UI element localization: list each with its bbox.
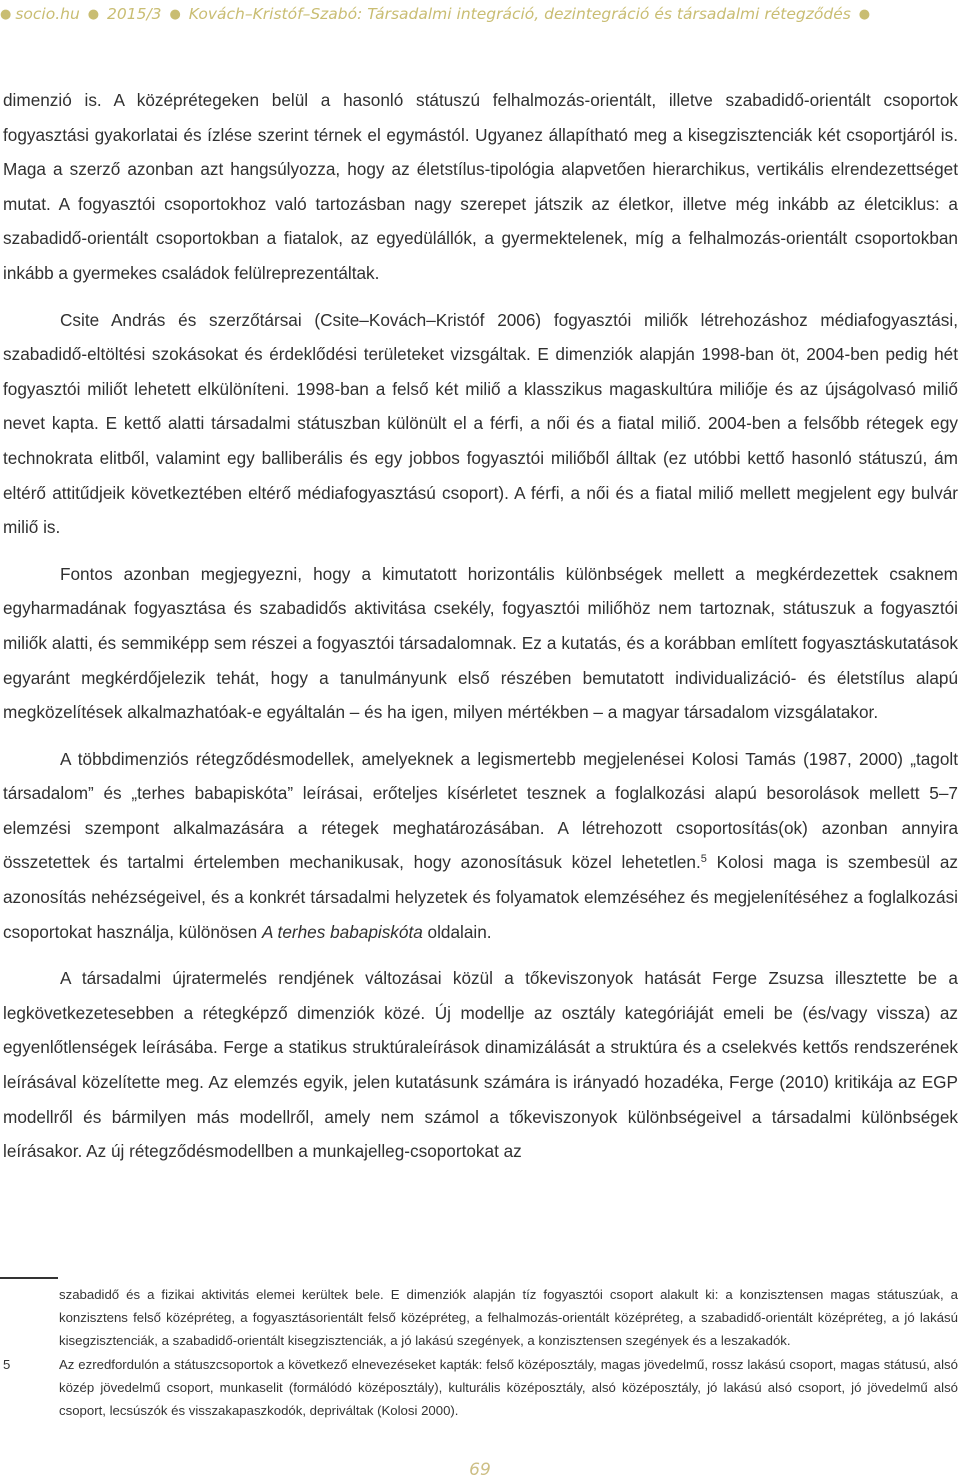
bullet-icon: ● bbox=[169, 7, 181, 22]
bullet-icon: ● bbox=[858, 7, 871, 22]
footnote-5 bbox=[3, 1353, 958, 1423]
page-number: 69 bbox=[469, 1460, 491, 1480]
header-article-title: Kovách–Kristóf–Szabó: Társadalmi integráció, dezintegráció és társadalmi rétegződés bbox=[188, 5, 851, 23]
paragraph-5: A társadalmi újratermelés rendjének változásai közül a tőkeviszonyok hatását Ferge Zsuzsa illesztette be a legkövetkezetesebben a rétegképző dimenziók közé. Új modellje az osztály kategóriáját emeli be (és/vagy vissza) az egyenlőtlenségek leírásába. Ferge a statikus struktúraleírások dinamizálását a struktúra és a cselekvés kettős rendszerének leírásával közelítette meg. Az elemzés egyik, jelen kutatásunk számára is irányadó hozadéka, Ferge (2010) kritikája az EGP modellről és bármilyen más modellről, amely nem számol a tőkeviszonyok különbségeivel a társadalmi különbségek leírásakor. Az új rétegződésmodellben a munkajelleg-csoportokat az bbox=[3, 968, 958, 1162]
footnote-5-text: Az ezredfordulón a státuszcsoportok a következő elnevezéseket kapták: felső középosztály, magas jövedelmű, rossz lakású csoport, magas státusú, alsó közép jövedelmű csoport, munkaselit (formálódó középosztály), kulturális középosztály, alsó középosztály, jó lakású alsó csoport, jó jövedelmű alsó csoport, lecsúszók és visszakapaszkodók, depriváltak (Kolosi 2000). bbox=[59, 1356, 958, 1419]
paragraph-2: Csite András és szerzőtársai (Csite–Kovách–Kristóf 2006) fogyasztói miliők létrehozáshoz médiafogyasztási, szabadidő-eltöltési szokásokat és érdeklődési területeket vizsgáltak. E dimenziók alapján 1998-ban öt, 2004-ben pedig hét fogyasztói miliőt lehetett elkülöníteni. 1998-ban a felső két miliő a klasszikus magaskultúra miliője és az újságolvasó miliő nevet kapta. E kettő alatti társadalmi státuszban különült el a férfi, a női és a fiatal miliő. 2004-ben a felsőbb rétegek egy technokrata elitből, valamint egy balliberális és egy jobbos fogyasztói miliőből álltak (ez utóbbi kettő hasonló státuszú, ám eltérő attitűdjeik következtében eltérő médiafogyasztású csoport). A férfi, a női és a fiatal miliő mellett megjelent egy bulvár miliő is. bbox=[3, 309, 958, 538]
header-issue: 2015/3 bbox=[107, 5, 162, 23]
footnote-divider bbox=[0, 1277, 58, 1279]
paragraph-3: Fontos azonban megjegyezni, hogy a kimutatott horizontális különbségek mellett a megkérdezettek csaknem egyharmadának fogyasztása és szabadidős aktivitása csekély, fogyasztói miliőhöz nem tartoznak, státuszuk a fogyasztói miliők alatti, és semmiképp sem részei a fogyasztói társadalomnak. Ez a kutatás, és a korábban említett fogyasztáskutatások egyaránt megkérdőjelezik tehát, hogy a tanulmányunk első részében bemutatott individualizáció- és életstílus alapú megközelítések alkalmazhatóak-e egyáltalán – és ha igen, milyen mértékben – a magyar társadalom vizsgálatakor. bbox=[3, 563, 958, 723]
paragraph-4-text-b: Kolosi maga is szembesül az azonosítás nehézségeivel, és a konkrét társadalmi helyzetek és folyamatok elemzéséhez és megjelenítéséhez a foglalkozási csoportokat használja, különösen bbox=[3, 852, 958, 942]
running-header bbox=[0, 0, 960, 32]
book-title: A terhes babapiskóta bbox=[261, 921, 423, 942]
paragraph-4-text-a: A többdimenziós rétegződésmodellek, amelyeknek a legismertebb megjelenései Kolosi Tamás (1987, 2000) „tagolt társadalom” és „terhes babapiskóta” leírásai, erőteljes kísérletet tesznek a foglalkozási alapú besorolások mellett 5–7 elemzési szempont alkalmazására a rétegek meghatározásában. A létrehozott csoportosítás(ok) azonban annyira összetettek és tartalmi értelemben mechanikusak, hogy azonosításuk közel lehetetlen. bbox=[3, 748, 958, 873]
footnotes bbox=[3, 1283, 958, 1422]
footnote-5-number: 5 bbox=[3, 1356, 11, 1372]
bullet-icon: ● bbox=[0, 7, 12, 22]
paragraph-4 bbox=[3, 742, 958, 950]
bullet-icon: ● bbox=[87, 7, 100, 22]
article-body bbox=[3, 83, 958, 1169]
footnote-ref-5[interactable]: 5 bbox=[700, 853, 707, 866]
footnote-continued: szabadidő és a fizikai aktivitás elemei kerültek bele. E dimenziók alapján tíz fogyasztói csoport alakult ki: a konzisztensen magas státuszúak, a konzisztens felső középréteg, a fogyasztásorientált felső középréteg, a felhalmozás-orientált középréteg, a szabadidő-orientált középréteg, a jó lakású kisegzisztenciák, a szabadidő-orientált kisegzisztenciák, a jó lakású szegények, a konzisztensen szegények és a leszakadók. bbox=[59, 1287, 958, 1349]
paragraph-1: dimenzió is. A középrétegeken belül a hasonló státuszú felhalmozás-orientált, illetve szabadidő-orientált csoportok fogyasztási gyakorlatai és ízlése szerint térnek el egymástól. Ugyanez állapítható meg a kisegzisztenciák két csoportjáról is. Maga a szerző azonban azt hangsúlyozza, hogy az életstílus-tipológia alapvetően hierarchikus, vertikális elrendezettséget mutat. A fogyasztói csoportokhoz való tartozásban nagy szerepet játszik az életkor, illetve még inkább az életciklus: a szabadidő-orientált csoportokban a fiatalok, az egyedülállók, a gyermektelenek, míg a felhalmozás-orientált csoportokban inkább a gyermekes családok felülreprezentáltak. bbox=[3, 90, 958, 283]
paragraph-4-text-c: oldalain. bbox=[422, 921, 492, 942]
header-site: socio.hu bbox=[15, 5, 80, 23]
